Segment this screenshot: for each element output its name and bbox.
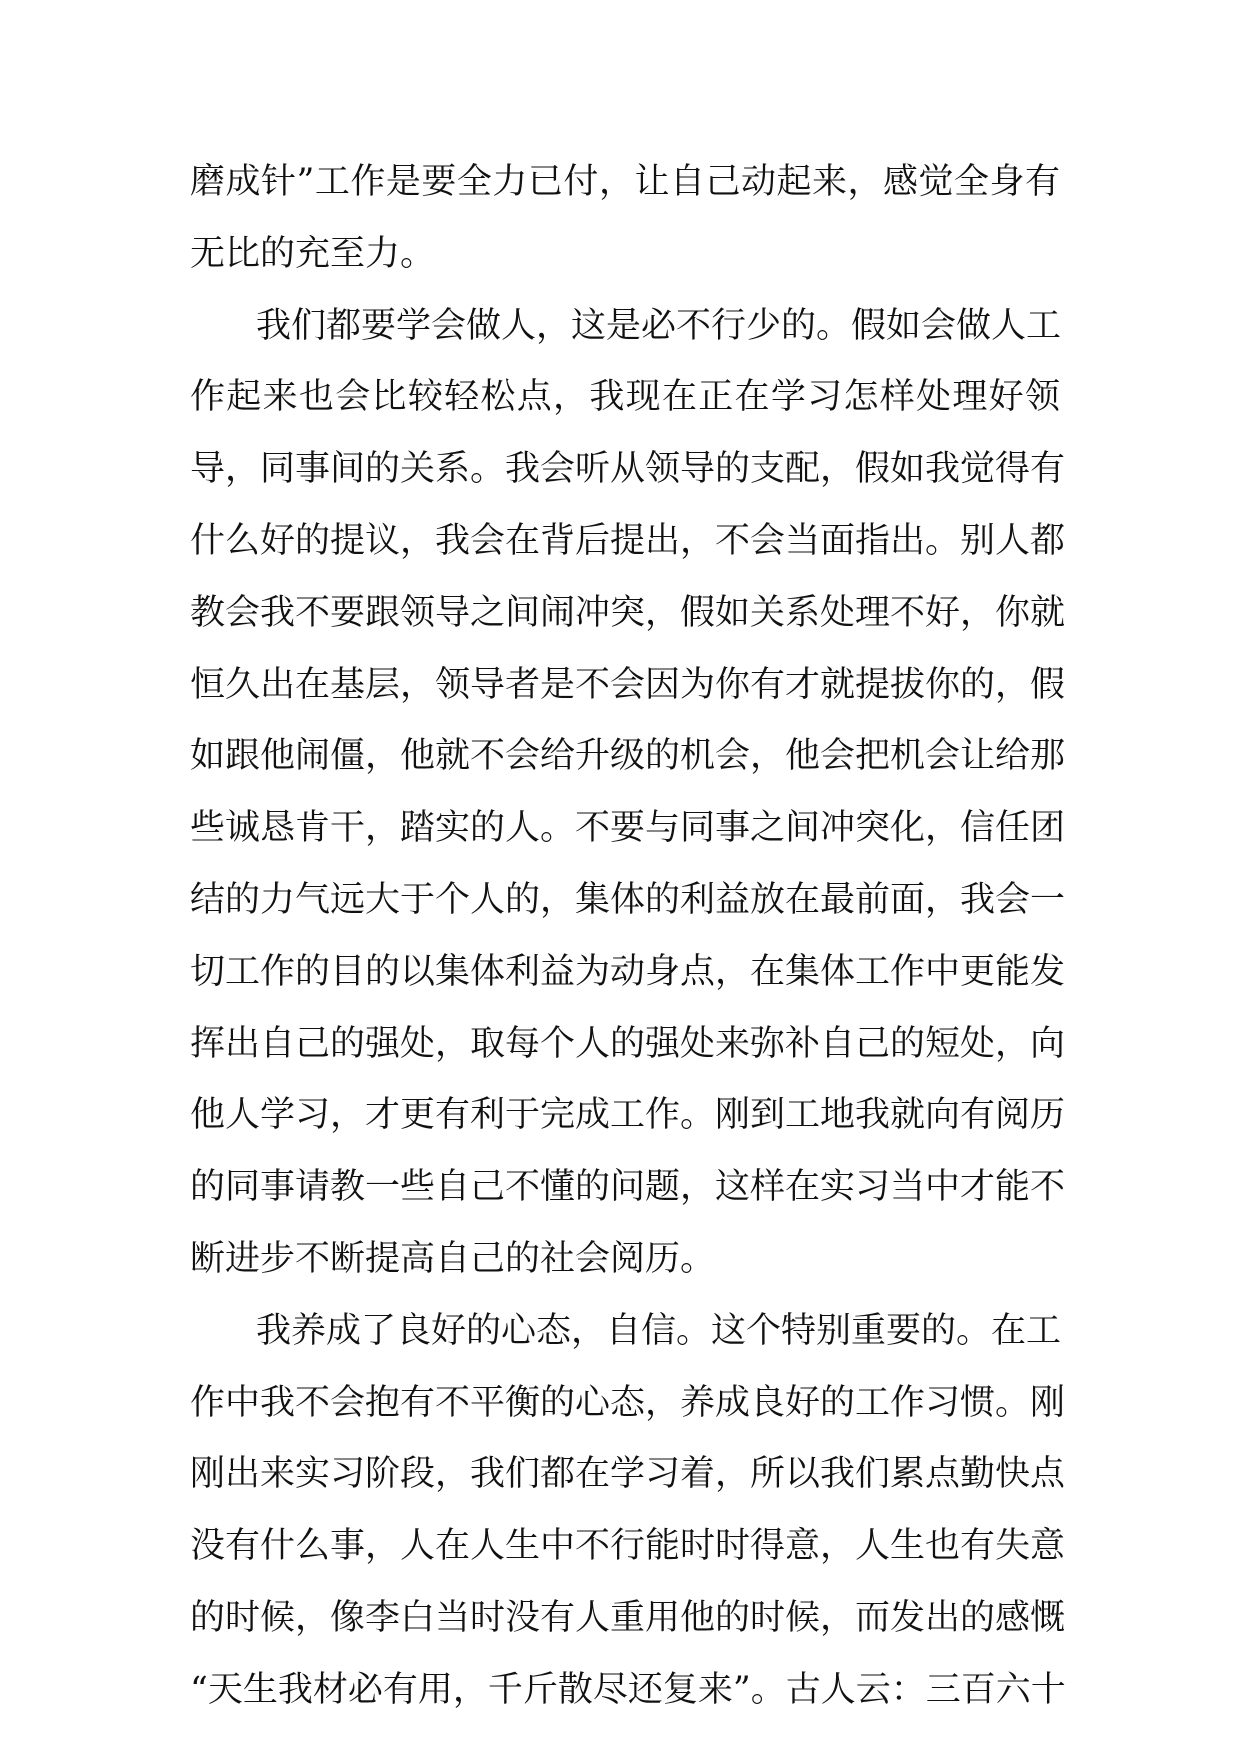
text-line: 些诚恳肯干，踏实的人。不要与同事之间冲突化，信任团: [190, 808, 1066, 849]
text-line: 作起来也会比较轻松点，我现在正在学习怎样处理好领: [190, 377, 1060, 418]
paragraph-start-line: 我们都要学会做人，这是必不行少的。假如会做人工: [256, 305, 1062, 346]
text-line: 导，同事间的关系。我会听从领导的支配，假如我觉得有: [190, 449, 1066, 490]
text-line: 的同事请教一些自己不懂的问题，这样在实习当中才能不: [190, 1167, 1066, 1208]
text-line: 切工作的目的以集体利益为动身点，在集体工作中更能发: [190, 951, 1066, 992]
text-line: 他人学习，才更有利于完成工作。刚到工地我就向有阅历: [190, 1095, 1066, 1136]
text-line: 什么好的提议，我会在背后提出，不会当面指出。别人都: [190, 520, 1066, 561]
text-line: 挥出自己的强处，取每个人的强处来弥补自己的短处，向: [190, 1023, 1066, 1064]
text-line: 结的力气远大于个人的，集体的利益放在最前面，我会一: [190, 879, 1066, 920]
text-line: 作中我不会抱有不平衡的心态，养成良好的工作习惯。刚: [190, 1382, 1066, 1423]
text-line: 恒久出在基层，领导者是不会因为你有才就提拔你的，假: [190, 664, 1066, 705]
text-line: 断进步不断提高自己的社会阅历。: [190, 1238, 716, 1279]
text-line: 磨成针”工作是要全力已付，让自己动起来，感觉全身有: [190, 162, 1060, 202]
text-line: 教会我不要跟领导之间闹冲突，假如关系处理不好，你就: [190, 592, 1066, 633]
text-line: 无比的充至力。: [190, 233, 436, 274]
text-line: 没有什么事，人在人生中不行能时时得意，人生也有失意: [190, 1526, 1066, 1567]
text-line: 刚出来实习阶段，我们都在学习着，所以我们累点勤快点: [190, 1454, 1066, 1495]
text-line: 的时候，像李白当时没有人重用他的时候，而发出的感慨: [190, 1597, 1066, 1638]
paragraph-start-line: 我养成了良好的心态，自信。这个特别重要的。在工: [256, 1310, 1062, 1351]
text-line: “天生我材必有用，千斤散尽还复来”。古人云：三百六十: [190, 1669, 1066, 1710]
text-line: 如跟他闹僵，他就不会给升级的机会，他会把机会让给那: [190, 736, 1066, 777]
body-text: [190, 147, 1066, 1727]
